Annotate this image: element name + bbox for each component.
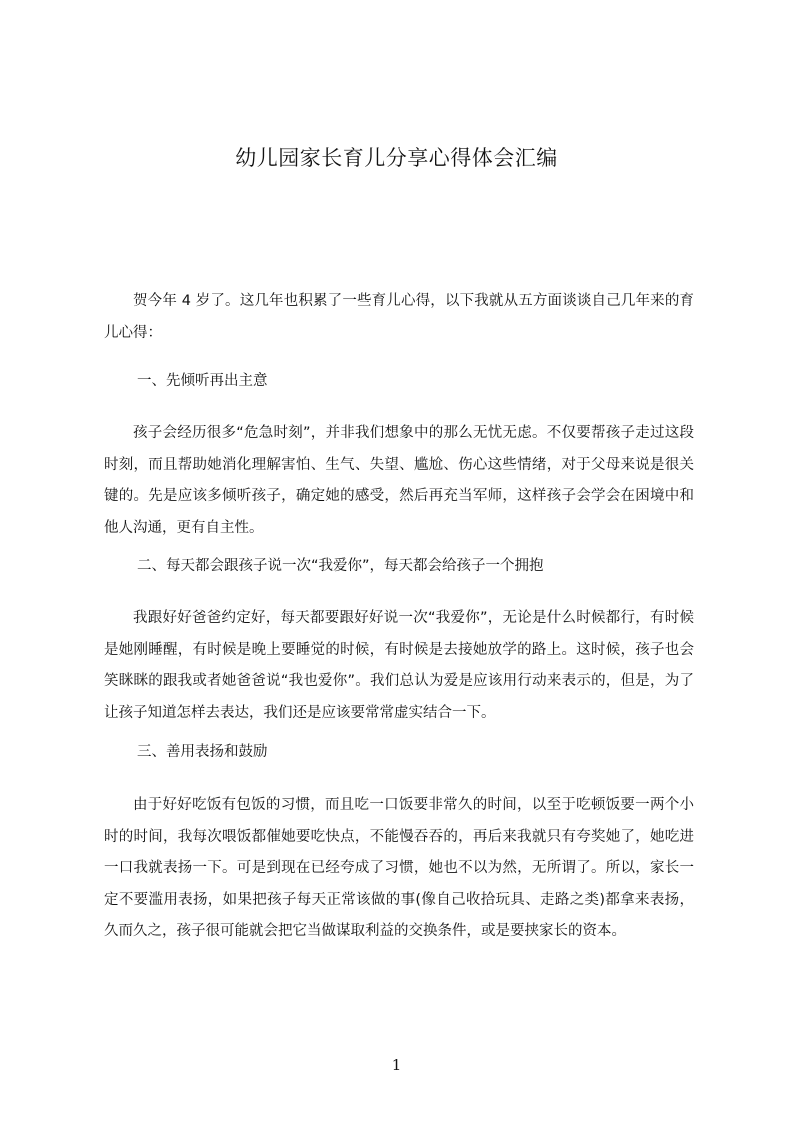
- section-paragraph-3: 由于好好吃饭有包饭的习惯，而且吃一口饭要非常久的时间，以至于吃顿饭要一两个小时的时间，我每次喂饭都催她要吃快点，不能慢吞吞的，再后来我就只有夸奖她了，她吃进一口我就表扬一下。可是到现在已经夸成了习惯，她也不以为然，无所谓了。所以，家长一定不要滥用表扬，如果把孩子每天正常该做的事(像自己收拾玩具、走路之类)都拿来表扬，久而久之，孩子很可能就会把它当做谋取利益的交换条件，或是要挟家长的资本。: [104, 797, 694, 939]
- section-heading-3: 三、善用表扬和鼓励: [137, 744, 268, 760]
- page-number: 1: [391, 1056, 402, 1074]
- section-heading-1: 一、先倾听再出主意: [137, 373, 268, 389]
- section-heading-2: 二、每天都会跟孩子说一次“我爱你”，每天都会给孩子一个拥抱: [137, 558, 544, 574]
- intro-paragraph: 贺今年 4 岁了。这几年也积累了一些育儿心得，以下我就从五方面谈谈自己几年来的育儿心得：: [104, 293, 694, 341]
- document-title: 幼儿园家长育儿分享心得体会汇编: [235, 146, 558, 170]
- section-paragraph-2: 我跟好好爸爸约定好，每天都要跟好好说一次“我爱你”，无论是什么时候都行，有时候是她刚睡醒，有时候是晚上要睡觉的时候，有时候是去接她放学的路上。这时候，孩子也会笑眯眯的跟我或者她爸爸说“我也爱你”。我们总认为爱是应该用行动来表示的，但是，为了让孩子知道怎样去表达，我们还是应该要常常虚实结合一下。: [104, 610, 694, 721]
- section-paragraph-1: 孩子会经历很多“危急时刻”，并非我们想象中的那么无忧无虑。不仅要帮孩子走过这段时刻，而且帮助她消化理解害怕、生气、失望、尴尬、伤心这些情绪，对于父母来说是很关键的。先是应该多倾听孩子，确定她的感受，然后再充当军师，这样孩子会学会在困境中和他人沟通，更有自主性。: [104, 425, 694, 536]
